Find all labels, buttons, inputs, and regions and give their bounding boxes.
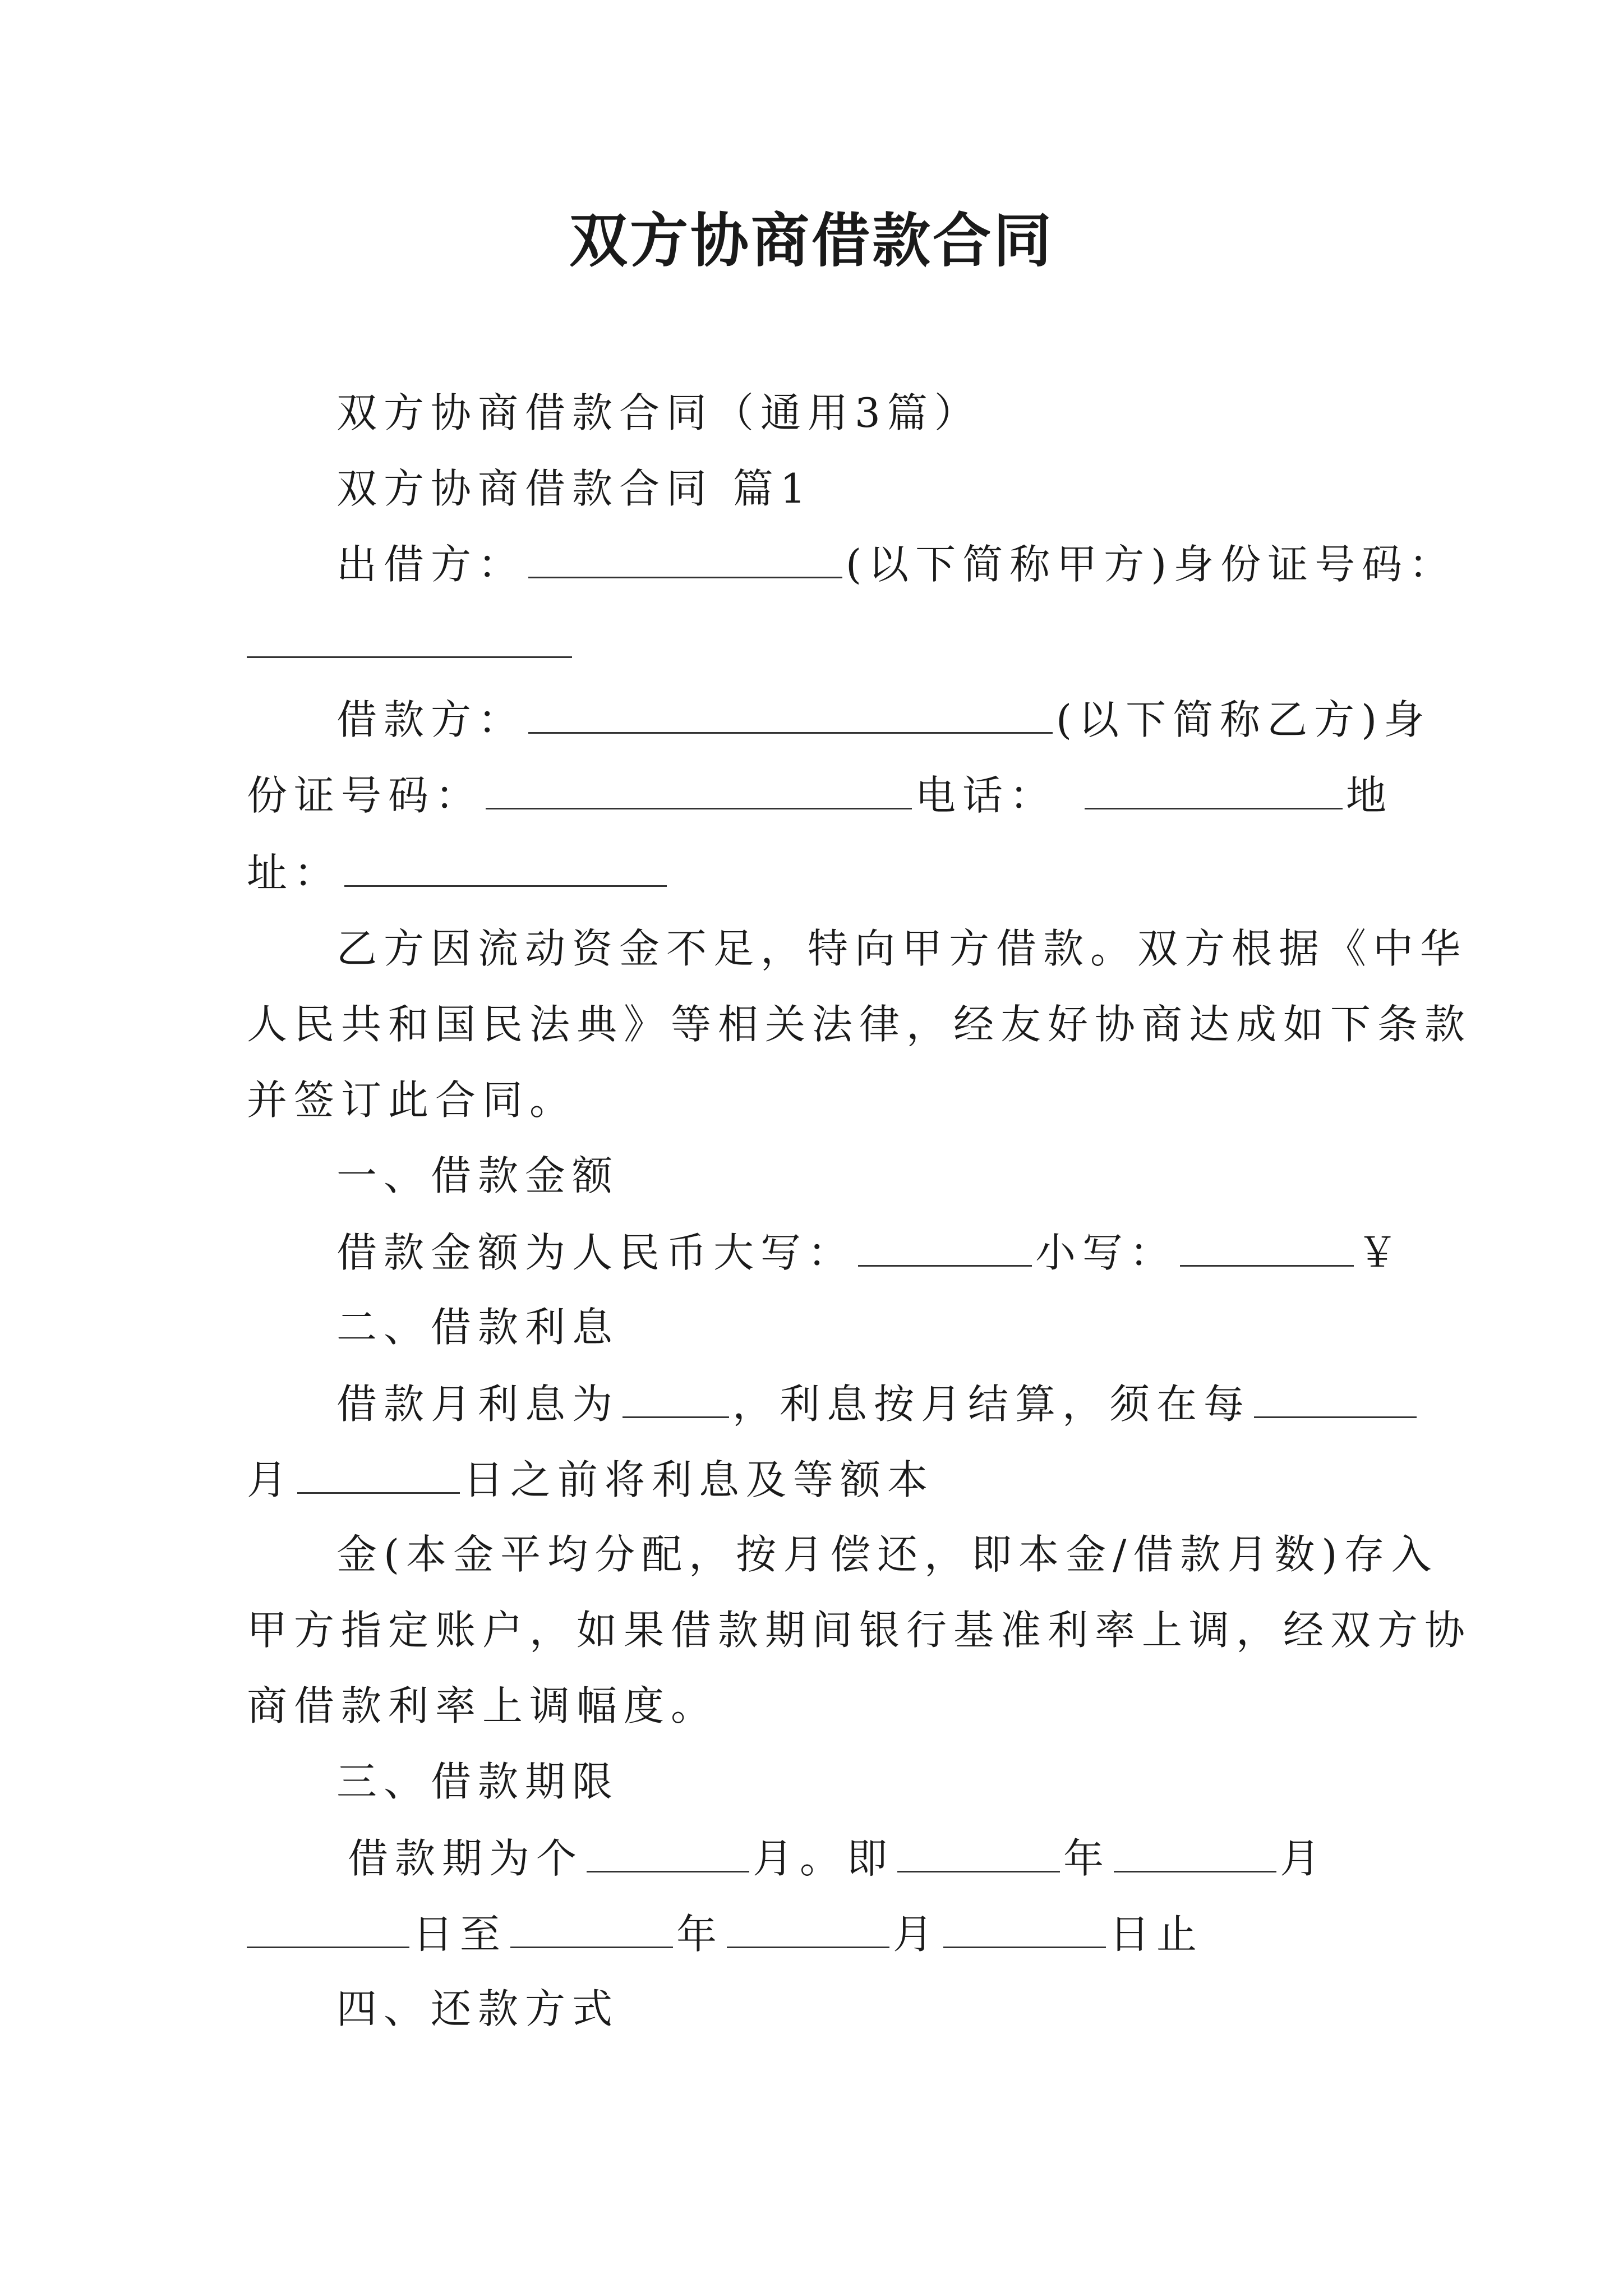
amount-lower-label: 小写：	[1035, 1229, 1177, 1276]
lender-id-blank	[247, 656, 572, 658]
subtitle: 双方协商借款合同（通用3篇）	[336, 389, 981, 436]
borrower-id-line	[247, 772, 1394, 819]
borrower-id-blank	[486, 774, 912, 809]
interest-month-blank	[1254, 1383, 1417, 1418]
term-end-year-text: 年	[676, 1911, 724, 1958]
document-title: 双方协商借款合同	[569, 206, 1054, 275]
section-1-heading: 一、借款金额	[336, 1152, 620, 1199]
section-2-line-1	[336, 1381, 1420, 1428]
term-start-day-blank	[247, 1913, 409, 1948]
term-months-blank	[587, 1837, 749, 1872]
part-heading: 双方协商借款合同 篇1	[336, 465, 813, 512]
intro-line-3: 并签订此合同。	[247, 1076, 577, 1124]
section-4-heading: 四、还款方式	[336, 1985, 620, 2032]
lender-label: 出借方：	[336, 541, 525, 588]
term-month-text: 月。即	[753, 1835, 895, 1882]
section-2-line-5: 商借款利率上调幅度。	[247, 1682, 718, 1729]
section-2-line-4: 甲方指定账户，如果借款期间银行基准利率上调，经双方协	[247, 1607, 1472, 1654]
lender-suffix: (以下简称甲方)身份证号码：	[846, 541, 1456, 588]
interest-label: 借款月利息为	[336, 1381, 620, 1428]
term-to-text: 日至	[413, 1911, 508, 1958]
interest-rate-blank	[623, 1383, 729, 1418]
term-label: 借款期为个	[348, 1835, 584, 1882]
borrower-addr-line	[247, 849, 670, 896]
borrower-suffix: (以下简称乙方)身	[1056, 696, 1431, 743]
term-start-month-blank	[1114, 1837, 1276, 1872]
borrower-line	[336, 696, 1431, 743]
term-end-day-blank	[943, 1913, 1106, 1948]
section-2-line-3: 金(本金平均分配，按月偿还，即本金/借款月数)存入	[336, 1531, 1438, 1578]
section-2-line-2	[247, 1456, 935, 1503]
term-month-label: 月	[1280, 1835, 1327, 1882]
borrower-addr-label-2: 址：	[247, 849, 342, 896]
borrower-addr-label-1: 地	[1346, 772, 1394, 819]
term-year-text: 年	[1063, 1835, 1111, 1882]
interest-settlement-text: ，利息按月结算，须在每	[732, 1381, 1251, 1428]
interest-day-blank	[297, 1458, 460, 1494]
intro-line-2: 人民共和国民法典》等相关法律，经友好协商达成如下条款	[247, 1001, 1472, 1048]
term-end-text: 日止	[1109, 1911, 1204, 1958]
lender-name-blank	[528, 543, 842, 578]
lender-line	[336, 541, 1456, 588]
intro-line-1: 乙方因流动资金不足，特向甲方借款。双方根据《中华	[336, 925, 1468, 972]
amount-upper-label: 借款金额为人民币大写：	[336, 1229, 855, 1276]
borrower-phone-blank	[1085, 774, 1343, 809]
interest-month-label: 月	[247, 1456, 294, 1503]
borrower-name-blank	[528, 698, 1053, 734]
amount-lower-blank	[1180, 1231, 1354, 1267]
term-end-month-text: 月	[893, 1911, 940, 1958]
term-start-year-blank	[897, 1837, 1060, 1872]
term-end-month-blank	[727, 1913, 889, 1948]
borrower-id-label: 份证号码：	[247, 772, 483, 819]
section-2-heading: 二、借款利息	[336, 1304, 620, 1351]
borrower-addr-blank	[344, 852, 667, 887]
currency-sign: ￥	[1357, 1229, 1405, 1276]
borrower-phone-label: 电话：	[915, 772, 1057, 819]
interest-day-text: 日之前将利息及等额本	[463, 1456, 935, 1503]
section-3-line-1	[348, 1835, 1327, 1882]
amount-upper-blank	[858, 1231, 1032, 1267]
section-1-amount-line	[336, 1229, 1405, 1276]
borrower-label: 借款方：	[336, 696, 525, 743]
section-3-line-2	[247, 1911, 1204, 1958]
section-3-heading: 三、借款期限	[336, 1758, 620, 1805]
term-end-year-blank	[510, 1913, 673, 1948]
